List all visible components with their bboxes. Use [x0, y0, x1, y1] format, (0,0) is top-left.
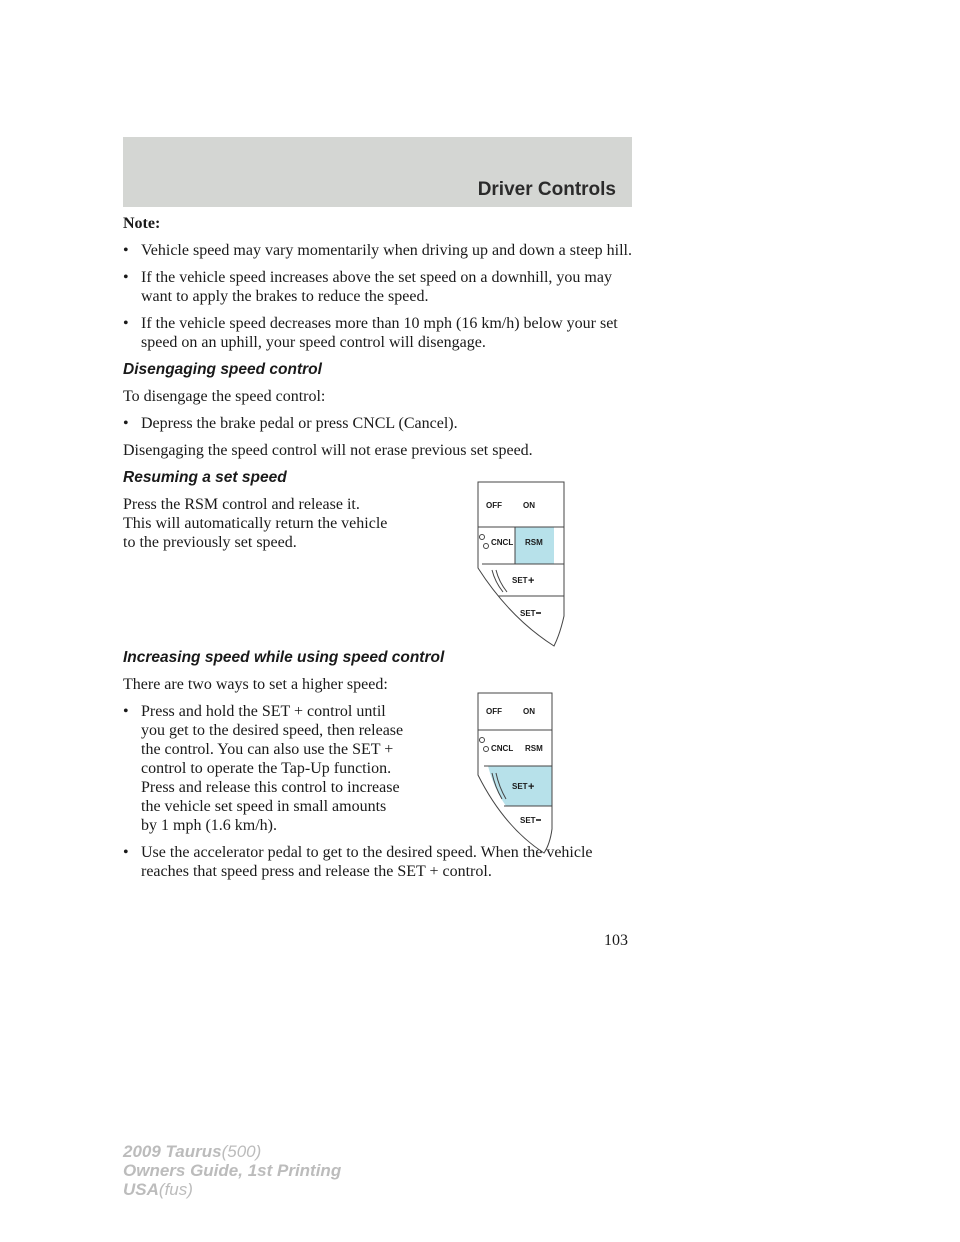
disengaging-text: Disengaging the speed control will not erase previous set speed.	[123, 442, 533, 459]
increasing-intro: There are two ways to set a higher speed:	[123, 676, 388, 693]
set-plus-label: SET	[512, 576, 528, 585]
increasing-bullet: • Press and hold the SET + control until you get to the desired speed, then release the control. You can also use the SET + control to operate the Tap-Up function. Press and release this control to increase the vehicle set speed in small amounts by 1 mph (1.6 km/h).	[123, 702, 406, 835]
footer-model: 2009 Taurus	[123, 1142, 222, 1161]
rsm-label: RSM	[525, 744, 543, 753]
on-label: ON	[523, 707, 535, 716]
off-label: OFF	[486, 501, 502, 510]
disengaging-bullet: • Depress the brake pedal or press CNCL (Cancel).	[123, 414, 633, 433]
footer	[123, 1142, 341, 1199]
on-label: ON	[523, 501, 535, 510]
plus-icon: +	[528, 781, 535, 793]
note-bullet: • If the vehicle speed increases above the set speed on a downhill, you may want to apply the brakes to reduce the speed.	[123, 268, 633, 306]
resuming-heading: Resuming a set speed	[123, 469, 287, 486]
note-bullet: • If the vehicle speed decreases more than 10 mph (16 km/h) below your set speed on an uphill, your speed control will disengage.	[123, 314, 633, 352]
footer-market-code: (fus)	[158, 1180, 193, 1199]
speed-control-figure-rsm	[470, 478, 570, 650]
rsm-label: RSM	[525, 538, 543, 547]
set-minus-label: SET	[520, 816, 536, 825]
off-label: OFF	[486, 707, 502, 716]
disengaging-heading: Disengaging speed control	[123, 361, 322, 378]
section-header-band	[123, 137, 632, 207]
footer-printing: Owners Guide, 1st Printing	[123, 1161, 342, 1180]
page-number: 103	[604, 932, 628, 949]
cncl-label: CNCL	[491, 744, 514, 753]
cncl-label: CNCL	[491, 538, 514, 547]
plus-icon: +	[528, 575, 535, 587]
footer-market: USA	[123, 1180, 159, 1199]
increasing-heading: Increasing speed while using speed control	[123, 649, 445, 666]
disengaging-intro: To disengage the speed control:	[123, 388, 326, 405]
note-label: Note:	[123, 215, 161, 232]
increasing-bullet: • Use the accelerator pedal to get to the desired speed. When the vehicle reaches that speed press and release the SET + control.	[123, 843, 633, 881]
note-bullet: • Vehicle speed may vary momentarily when driving up and down a steep hill.	[123, 241, 633, 260]
section-title: Driver Controls	[477, 179, 616, 200]
speed-control-figure-set-plus	[470, 689, 570, 861]
set-plus-label: SET	[512, 782, 528, 791]
footer-model-code: (500)	[221, 1142, 262, 1161]
resuming-text: Press the RSM control and release it. This will automatically return the vehicle to the previously set speed.	[123, 496, 388, 551]
set-minus-label: SET	[520, 609, 536, 618]
